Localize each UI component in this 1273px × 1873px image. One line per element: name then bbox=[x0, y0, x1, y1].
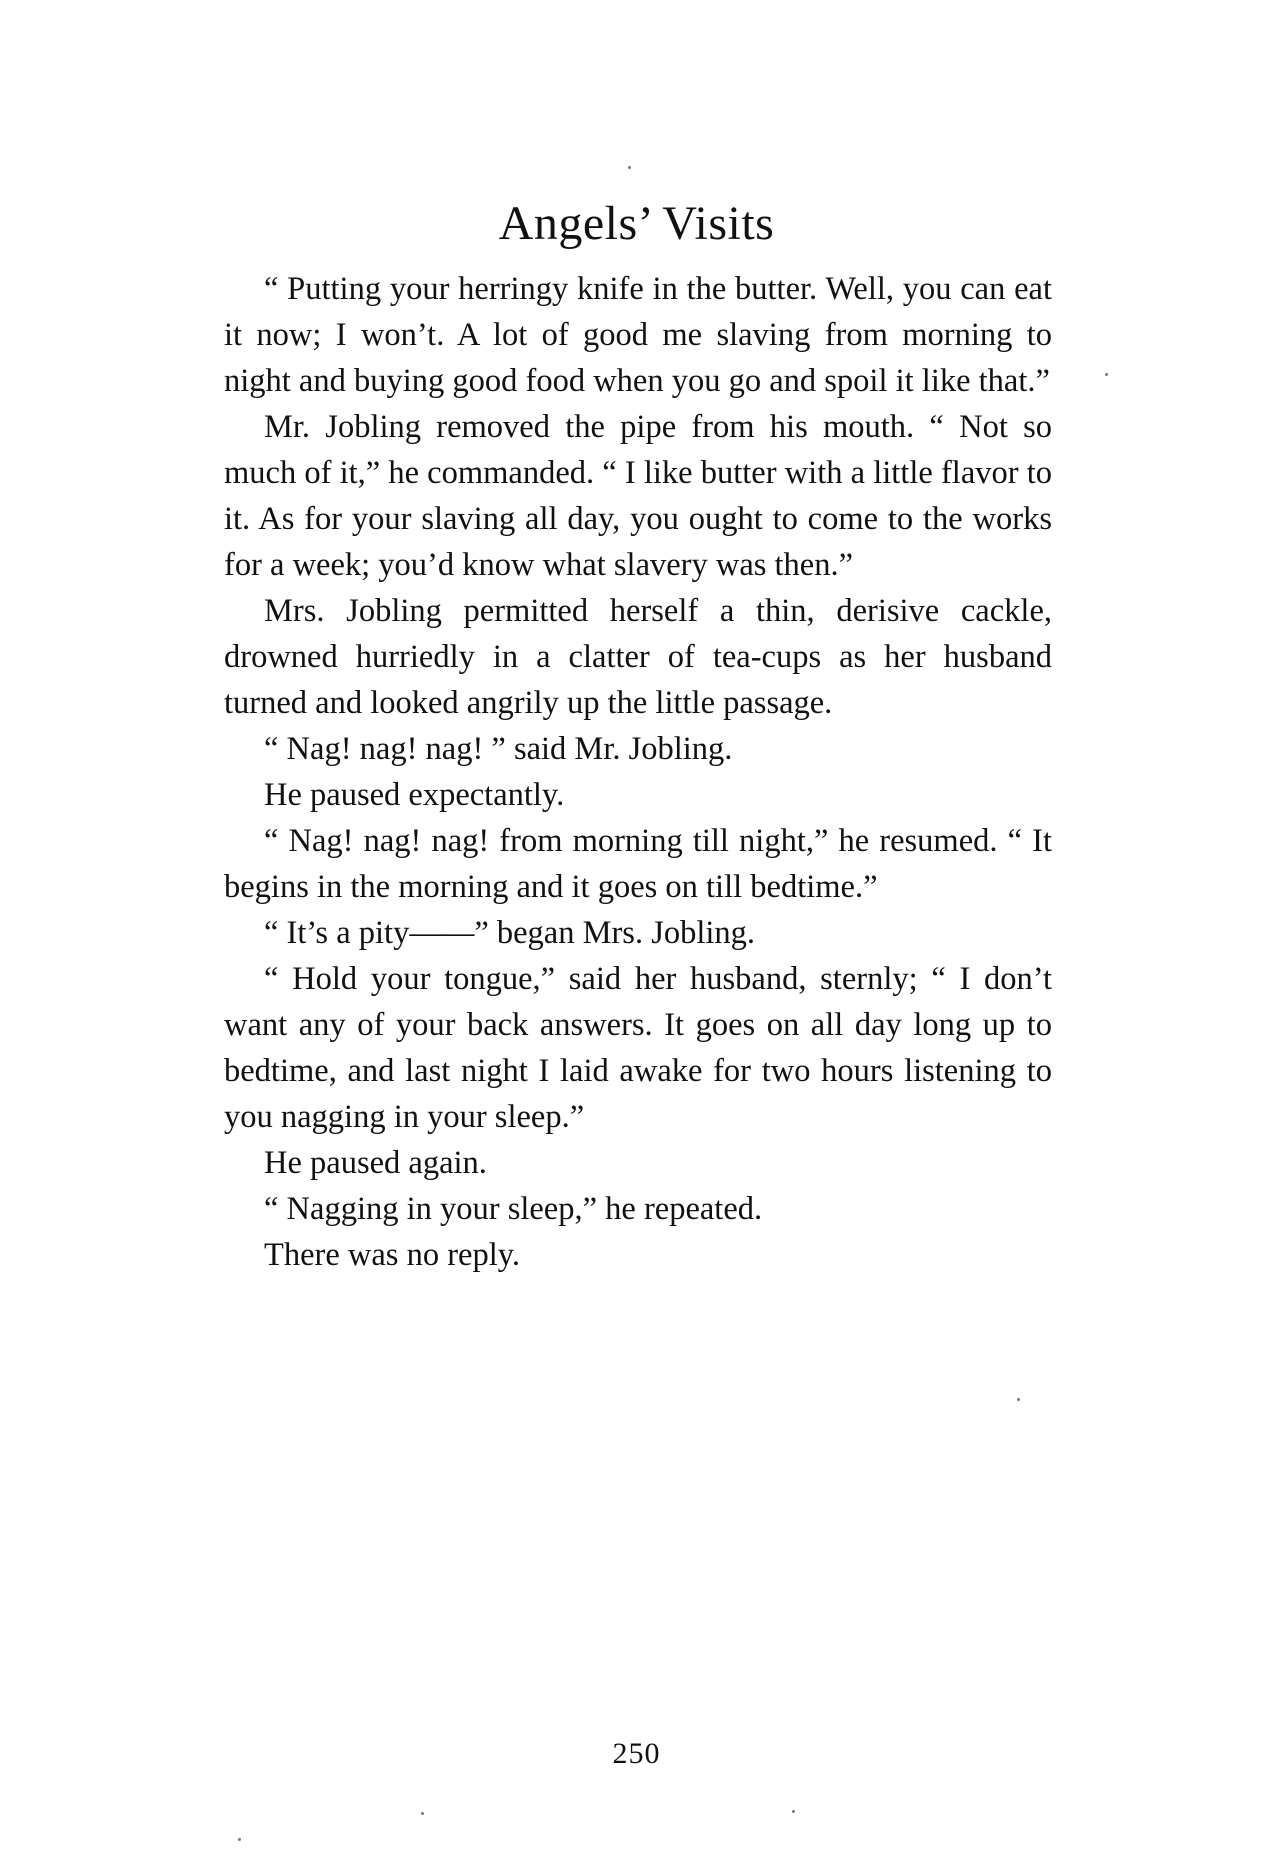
paragraph: “ Hold your tongue,” said her husband, sternly; “ I don’t want any of your back answers. It goes on all day long up to bedtime, and last night I laid awake for two hours listening to you nagging in your sleep.” bbox=[224, 961, 1052, 1135]
scan-speck bbox=[628, 166, 631, 169]
paragraph: “ Putting your herringy knife in the butter. Well, you can eat it now; I won’t. A lot of good me slaving from morning to night and buying good food when you go and spoil it like that.” bbox=[224, 271, 1052, 399]
running-head: Angels’ Visits bbox=[498, 197, 775, 250]
body-text bbox=[224, 266, 1052, 1278]
scan-speck bbox=[1017, 1398, 1020, 1401]
paragraph: He paused again. bbox=[264, 1145, 487, 1181]
paragraph: Mr. Jobling removed the pipe from his mouth. “ Not so much of it,” he commanded. “ I like butter with a little flavor to it. As for your slaving all day, you ought to come to the works for a week; you’d know what slavery was then.” bbox=[224, 409, 1052, 583]
paragraph: “ It’s a pity——” began Mrs. Jobling. bbox=[264, 915, 756, 951]
scan-speck bbox=[421, 1812, 424, 1815]
scan-speck bbox=[1105, 373, 1108, 376]
page-number: 250 bbox=[612, 1737, 661, 1770]
paragraph: “ Nag! nag! nag! from morning till night,” he resumed. “ It begins in the morning and it goes on till bedtime.” bbox=[224, 823, 1052, 905]
paragraph: “ Nagging in your sleep,” he repeated. bbox=[264, 1191, 763, 1227]
paragraph: Mrs. Jobling permitted herself a thin, derisive cackle, drowned hurriedly in a clatter of tea-cups as her husband turned and looked angrily up the little passage. bbox=[224, 593, 1052, 721]
scan-speck bbox=[238, 1838, 241, 1841]
paragraph: He paused expectantly. bbox=[264, 777, 565, 813]
paragraph: “ Nag! nag! nag! ” said Mr. Jobling. bbox=[264, 731, 733, 767]
paragraph: There was no reply. bbox=[264, 1237, 520, 1273]
scan-speck bbox=[792, 1810, 795, 1813]
